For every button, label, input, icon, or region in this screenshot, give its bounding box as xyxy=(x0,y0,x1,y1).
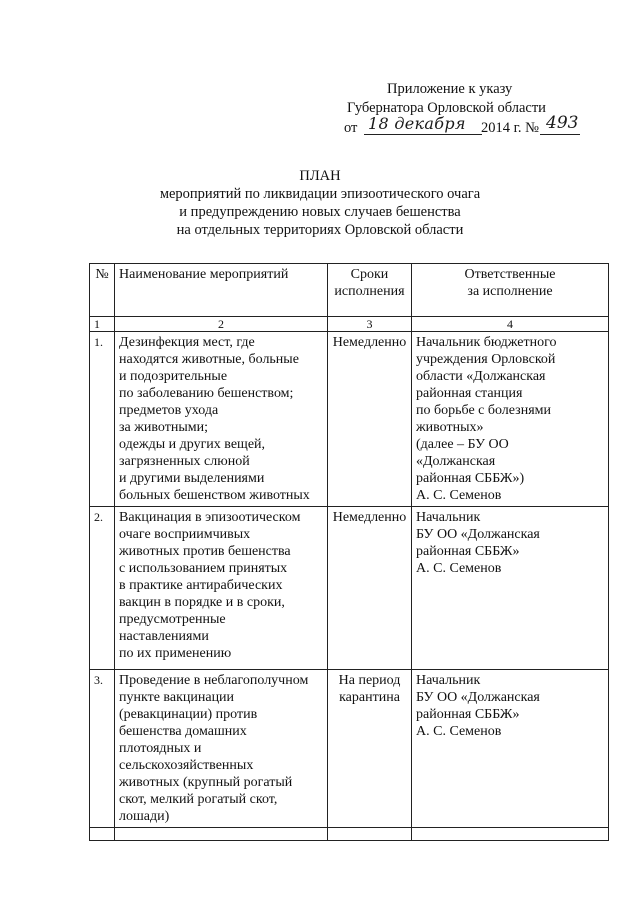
annex-line-1: Приложение к указу xyxy=(387,81,513,97)
row-name: Проведение в неблагополучном пункте вакцинации (ревакцинации) против бешенства домашних плотоядных и сельскохозяйственных животных (крупный рогатый скот, мелкий рогатый скот, лошади) xyxy=(115,670,328,828)
annex-line-2: Губернатора Орловской области xyxy=(347,100,546,116)
table-header-row xyxy=(90,264,609,317)
annex-header xyxy=(340,80,600,140)
row-responsible: Начальник бюджетного учреждения Орловской области «Должанская районная станция по борьбе с болезнями животных» (далее – БУ ОО «Должанская районная СББЖ») А. С. Семенов xyxy=(412,332,609,507)
document-title xyxy=(0,167,640,239)
row-terms: Немедленно xyxy=(328,507,412,670)
row-number: 1. xyxy=(90,332,115,507)
col-number-1: 1 xyxy=(90,317,115,332)
row-number: 3. xyxy=(90,670,115,828)
header-terms: Сроки исполнения xyxy=(328,264,412,317)
handwritten-date: 18 декабря xyxy=(368,114,466,133)
col-number-4: 4 xyxy=(412,317,609,332)
row-responsible: Начальник БУ ОО «Должанская районная СББЖ» А. С. Семенов xyxy=(412,670,609,828)
row-name: Вакцинация в эпизоотическом очаге восприимчивых животных против бешенства с использованием принятых в практике антирабических вакцин в порядке и в сроки, предусмотренные наставлениями по их применению xyxy=(115,507,328,670)
number-underline xyxy=(540,134,580,135)
row-responsible: Начальник БУ ОО «Должанская районная СББЖ» А. С. Семенов xyxy=(412,507,609,670)
plan-table xyxy=(89,263,609,841)
header-responsible: Ответственные за исполнение xyxy=(412,264,609,317)
row-terms: На период карантина xyxy=(328,670,412,828)
column-numbers-row xyxy=(90,317,609,332)
row-terms: Немедленно xyxy=(328,332,412,507)
handwritten-number: 493 xyxy=(546,113,579,133)
title-heading: ПЛАН xyxy=(299,168,341,184)
row-name: Дезинфекция мест, где находятся животные, больные и подозрительные по заболеванию бешенством; предметов ухода за животными; одежды и других вещей, загрязненных слюной и другими выделениями больных бешенством животных xyxy=(115,332,328,507)
date-underline xyxy=(364,134,482,135)
header-number: № xyxy=(90,264,115,317)
title-line-1: мероприятий по ликвидации эпизоотического очага xyxy=(159,186,481,202)
col-number-2: 2 xyxy=(115,317,328,332)
title-line-3: на отдельных территориях Орловской области xyxy=(176,222,464,238)
row-number: 2. xyxy=(90,507,115,670)
annex-ot: от xyxy=(344,120,358,136)
col-number-3: 3 xyxy=(328,317,412,332)
annex-year-number-label: 2014 г. № xyxy=(481,120,540,136)
title-line-2: и предупреждению новых случаев бешенства xyxy=(179,204,461,220)
table-row xyxy=(90,507,609,670)
table-row-empty xyxy=(90,828,609,841)
header-name: Наименование мероприятий xyxy=(115,264,328,317)
annex-date-line xyxy=(340,113,600,140)
table-row xyxy=(90,332,609,507)
table-row xyxy=(90,670,609,828)
